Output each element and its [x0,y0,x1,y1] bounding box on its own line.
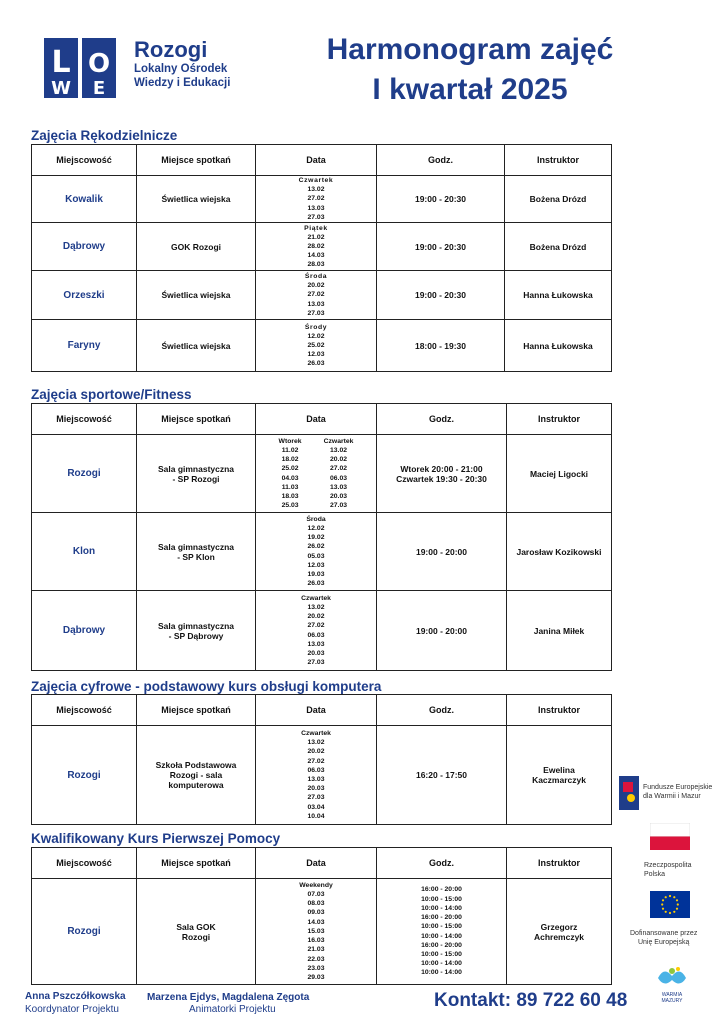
page-title [295,30,645,110]
brand-line1: Lokalny Ośrodek [134,63,228,75]
polish-flag-icon [650,823,690,850]
cell-hours: 19:00 - 20:00 [377,591,507,671]
day-label: Czwartek [323,437,354,445]
cell-town: Kowalik [32,176,137,223]
cell-dates [256,320,377,372]
section-title-crafts: Zajęcia Rękodzielnicze [31,128,178,143]
cell-dates [256,513,377,591]
cell-hours: 19:00 - 20:30 [377,271,505,320]
rzeczpospolita-label: Rzeczpospolita Polska [644,862,692,878]
header-town: Miejscowość [32,404,137,435]
cell-town: Rozogi [32,435,137,513]
cell-hours: 18:00 - 19:30 [377,320,505,372]
cell-place: Sala gimnastyczna - SP Klon [137,513,256,591]
section-title-digital: Zajęcia cyfrowe - podstawowy kurs obsługi komputera [31,679,382,694]
header-place: Miejsce spotkań [137,695,256,726]
day-label: Weekendy [299,881,333,889]
table-sport [31,403,612,671]
cell-dates [256,271,377,320]
svg-text:E: E [92,78,106,99]
day-label: Czwartek [301,594,331,602]
cell-town: Rozogi [32,879,137,985]
coordinator-role: Koordynator Projektu [25,1004,119,1015]
date-list: 13.02 20.02 27.02 06.03 13.03 20.03 27.03 03.04 10.04 [307,739,325,820]
svg-text:O: O [87,49,111,79]
day-label: Środy [304,323,328,331]
coordinator-name: Anna Pszczółkowska [25,991,126,1002]
date-list: 11.02 18.02 25.02 04.03 11.03 18.03 25.03 [281,446,299,510]
day-label: Czwartek [298,177,334,184]
cell-place: Sala GOK Rozogi [137,879,256,985]
cell-hours: 16:00 - 20:00 10:00 - 15:00 10:00 - 14:00 16:00 - 20:00 10:00 - 15:00 10:00 - 14:00 16:00 - 20:00 10:00 - 15:00 10:00 - 14:00 10:00 - 14:00 [377,879,507,985]
cell-hours: Wtorek 20:00 - 21:00 Czwartek 19:30 - 20:30 [377,435,507,513]
header-place: Miejsce spotkań [137,145,256,176]
lowe-logo-icon [42,34,122,104]
cell-hours: 19:00 - 20:30 [377,223,505,271]
animators-names: Marzena Ejdys, Magdalena Zęgota [147,992,310,1003]
cell-instructor: Jarosław Kozikowski [507,513,612,591]
brand-block [134,38,230,90]
warmia-mazury-logo-icon [654,964,690,990]
cell-place: Sala gimnastyczna - SP Dąbrowy [137,591,256,671]
header-date: Data [256,848,377,879]
header-town: Miejscowość [32,145,137,176]
date-list: 12.02 19.02 26.02 05.03 12.03 19.03 26.03 [307,524,325,588]
header-town: Miejscowość [32,695,137,726]
date-list: 13.02 27.02 13.03 27.03 [307,186,325,221]
cell-instructor: Janina Miłek [507,591,612,671]
cell-instructor: Ewelina Kaczmarczyk [507,726,612,825]
header-hours: Godz. [377,848,507,879]
header-date: Data [256,695,377,726]
section-title-sport: Zajęcia sportowe/Fitness [31,387,192,402]
warmia-mazury-label: WARMIA MAZURY [661,992,683,1004]
cell-dates [256,726,377,825]
header-date: Data [256,145,377,176]
cell-dates [256,176,377,223]
day-label: Środa [304,273,328,280]
date-list: 07.03 08.03 09.03 14.03 15.03 16.03 21.03 22.03 23.03 29.03 [307,891,325,981]
date-list: 20.02 27.02 13.03 27.03 [307,282,325,317]
table-digital [31,694,612,825]
cell-dates [256,591,377,671]
cell-town: Klon [32,513,137,591]
page-title-line1: Harmonogram zajęć [326,33,614,66]
contact-phone: Kontakt: 89 722 60 48 [434,990,628,1011]
brand-name: Rozogi [134,37,208,62]
animators-role: Animatorki Projektu [189,1004,276,1015]
header-date: Data [256,404,377,435]
table-row [32,591,612,671]
header-place: Miejsce spotkań [137,404,256,435]
european-funds-icon [619,776,639,810]
date-list: 21.02 28.02 14.03 28.03 [307,233,325,269]
page-title-line2: I kwartał 2025 [372,73,568,106]
table-row [32,726,612,825]
table-row [32,879,612,985]
cell-dates [256,435,377,513]
eu-flag-icon [650,891,690,918]
header-instructor: Instruktor [507,848,612,879]
table-row [32,271,612,320]
day-label: Środa [306,515,326,523]
european-funds-label: Fundusze Europejskie dla Warmii i Mazur [643,784,713,800]
cell-place: Świetlica wiejska [137,320,256,372]
cell-instructor: Hanna Łukowska [505,271,612,320]
header-instructor: Instruktor [505,145,612,176]
cell-instructor: Bożena Drózd [505,223,612,271]
header-instructor: Instruktor [507,404,612,435]
cell-place: Świetlica wiejska [137,176,256,223]
table-row [32,435,612,513]
cell-place: Sala gimnastyczna - SP Rozogi [137,435,256,513]
header-hours: Godz. [377,145,505,176]
cell-town: Orzeszki [32,271,137,320]
table-row [32,223,612,271]
table-row [32,320,612,372]
day-label: Wtorek [278,437,302,445]
cell-instructor: Maciej Ligocki [507,435,612,513]
brand-line2: Wiedzy i Edukacji [134,77,231,89]
day-label: Czwartek [301,729,331,737]
cell-hours: 19:00 - 20:30 [377,176,505,223]
day-label: Piątek [304,224,328,232]
table-first-aid [31,847,612,985]
date-list: 13.02 20.02 27.02 06.03 13.03 20.03 27.03 [307,603,325,667]
cell-town: Rozogi [32,726,137,825]
cell-dates [256,879,377,985]
cell-instructor: Grzegorz Achremczyk [507,879,612,985]
cell-town: Faryny [32,320,137,372]
header-hours: Godz. [377,404,507,435]
cell-town: Dąbrowy [32,591,137,671]
eu-funding-label: Dofinansowane przez Unię Europejską [630,930,698,946]
cell-hours: 16:20 - 17:50 [377,726,507,825]
cell-place: Szkoła Podstawowa Rozogi - sala komputerowa [137,726,256,825]
header-town: Miejscowość [32,848,137,879]
section-title-first-aid: Kwalifikowany Kurs Pierwszej Pomocy [31,831,281,846]
table-row [32,176,612,223]
svg-text:L: L [51,45,71,80]
header-place: Miejsce spotkań [137,848,256,879]
cell-instructor: Hanna Łukowska [505,320,612,372]
cell-instructor: Bożena Drózd [505,176,612,223]
table-crafts [31,144,612,372]
cell-town: Dąbrowy [32,223,137,271]
date-list: 13.02 20.02 27.02 06.03 13.03 20.03 27.03 [330,446,348,510]
cell-place: Świetlica wiejska [137,271,256,320]
header-instructor: Instruktor [507,695,612,726]
cell-hours: 19:00 - 20:00 [377,513,507,591]
date-list: 12.02 25.02 12.03 26.03 [307,332,325,368]
table-row [32,513,612,591]
svg-text:W: W [51,78,71,99]
cell-place: GOK Rozogi [137,223,256,271]
cell-dates [256,223,377,271]
header-hours: Godz. [377,695,507,726]
